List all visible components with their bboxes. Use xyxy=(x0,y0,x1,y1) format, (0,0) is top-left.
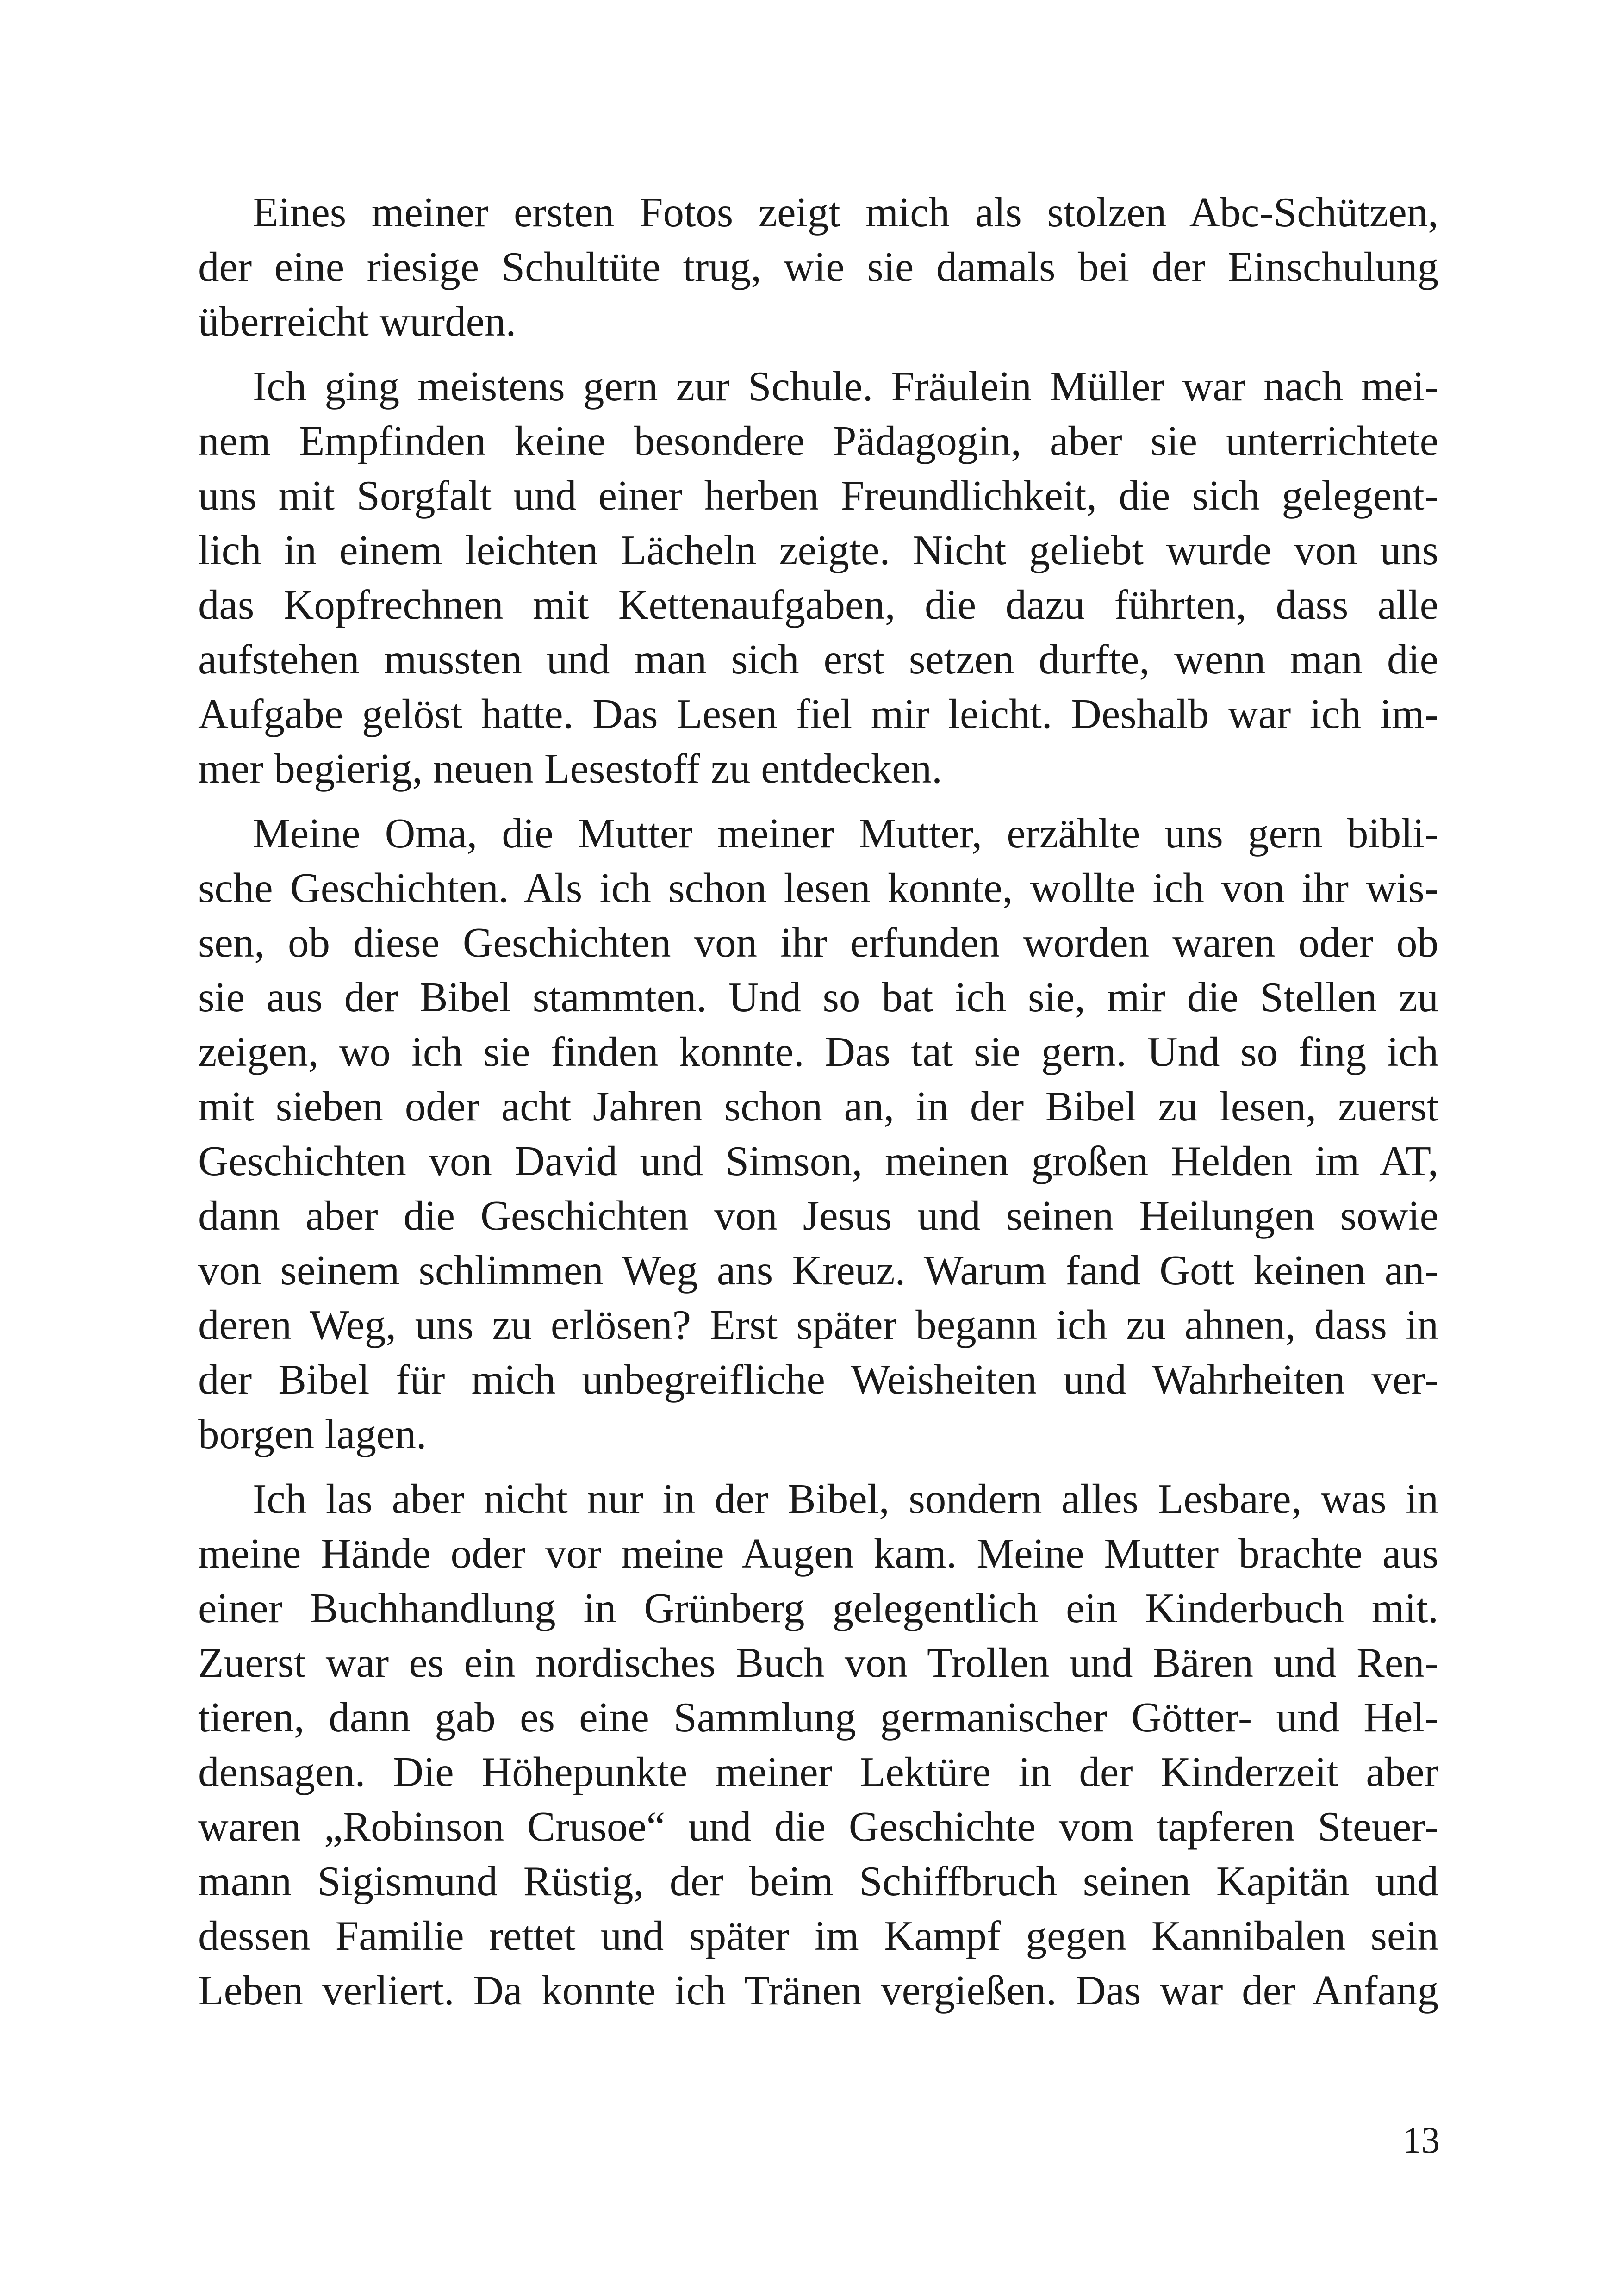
text-line: lich in einem leichten Lächeln zeigte. Nicht geliebt wurde von uns xyxy=(198,527,1438,573)
text-line: Ich las aber nicht nur in der Bibel, sondern alles Lesbare, was in xyxy=(253,1475,1438,1522)
text-line: waren „Robinson Crusoe“ und die Geschichte vom tapferen Steuer- xyxy=(198,1803,1438,1850)
text-line: nem Empfinden keine besondere Pädagogin, aber sie unterrichtete xyxy=(198,417,1438,464)
text-line: mer begierig, neuen Lesestoff zu entdecken. xyxy=(198,745,942,792)
text-line: Meine Oma, die Mutter meiner Mutter, erzählte uns gern bibli- xyxy=(253,810,1438,857)
text-line: von seinem schlimmen Weg ans Kreuz. Warum fand Gott keinen an- xyxy=(198,1247,1438,1294)
paragraph xyxy=(198,185,1438,349)
text-line: Zuerst war es ein nordisches Buch von Trollen und Bären und Ren- xyxy=(198,1639,1438,1686)
text-line: sie aus der Bibel stammten. Und so bat ich sie, mir die Stellen zu xyxy=(198,974,1438,1020)
paragraph xyxy=(198,806,1438,1462)
text-line: Geschichten von David und Simson, meinen großen Helden im AT, xyxy=(198,1138,1438,1184)
text-line: aufstehen mussten und man sich erst setzen durfte, wenn man die xyxy=(198,636,1438,683)
text-line: überreicht wurden. xyxy=(198,298,517,345)
text-line: borgen lagen. xyxy=(198,1411,427,1457)
text-line: Aufgabe gelöst hatte. Das Lesen fiel mir leicht. Deshalb war ich im- xyxy=(198,691,1438,737)
text-line: sche Geschichten. Als ich schon lesen konnte, wollte ich von ihr wis- xyxy=(198,865,1438,911)
paragraph xyxy=(198,1472,1438,2018)
text-line: das Kopfrechnen mit Kettenaufgaben, die dazu führten, dass alle xyxy=(198,581,1438,628)
text-line: dann aber die Geschichten von Jesus und seinen Heilungen sowie xyxy=(198,1192,1438,1239)
text-line: tieren, dann gab es eine Sammlung germanischer Götter- und Hel- xyxy=(198,1694,1438,1741)
text-line: dessen Familie rettet und später im Kampf gegen Kannibalen sein xyxy=(198,1912,1438,1959)
text-line: zeigen, wo ich sie finden konnte. Das tat sie gern. Und so fing ich xyxy=(198,1028,1438,1075)
text-line: der Bibel für mich unbegreifliche Weisheiten und Wahrheiten ver- xyxy=(198,1356,1438,1403)
body-text xyxy=(198,185,1438,2028)
text-line: einer Buchhandlung in Grünberg gelegentlich ein Kinderbuch mit. xyxy=(198,1585,1438,1631)
text-line: deren Weg, uns zu erlösen? Erst später begann ich zu ahnen, dass in xyxy=(198,1301,1438,1348)
paragraph xyxy=(198,359,1438,796)
text-line: uns mit Sorgfalt und einer herben Freundlichkeit, die sich gelegent- xyxy=(198,472,1438,519)
text-line: der eine riesige Schultüte trug, wie sie damals bei der Einschulung xyxy=(198,243,1438,290)
text-line: sen, ob diese Geschichten von ihr erfunden worden waren oder ob xyxy=(198,919,1438,966)
text-line: Ich ging meistens gern zur Schule. Fräulein Müller war nach mei- xyxy=(253,363,1438,410)
text-line: mann Sigismund Rüstig, der beim Schiffbruch seinen Kapitän und xyxy=(198,1858,1438,1904)
text-line: meine Hände oder vor meine Augen kam. Meine Mutter brachte aus xyxy=(198,1530,1438,1577)
text-line: mit sieben oder acht Jahren schon an, in der Bibel zu lesen, zuerst xyxy=(198,1083,1438,1130)
page-number: 13 xyxy=(1403,2120,1440,2161)
text-line: densagen. Die Höhepunkte meiner Lektüre in der Kinderzeit aber xyxy=(198,1748,1438,1795)
text-line: Eines meiner ersten Fotos zeigt mich als stolzen Abc-Schützen, xyxy=(253,189,1438,236)
text-line: Leben verliert. Da konnte ich Tränen vergießen. Das war der Anfang xyxy=(198,1967,1438,2014)
